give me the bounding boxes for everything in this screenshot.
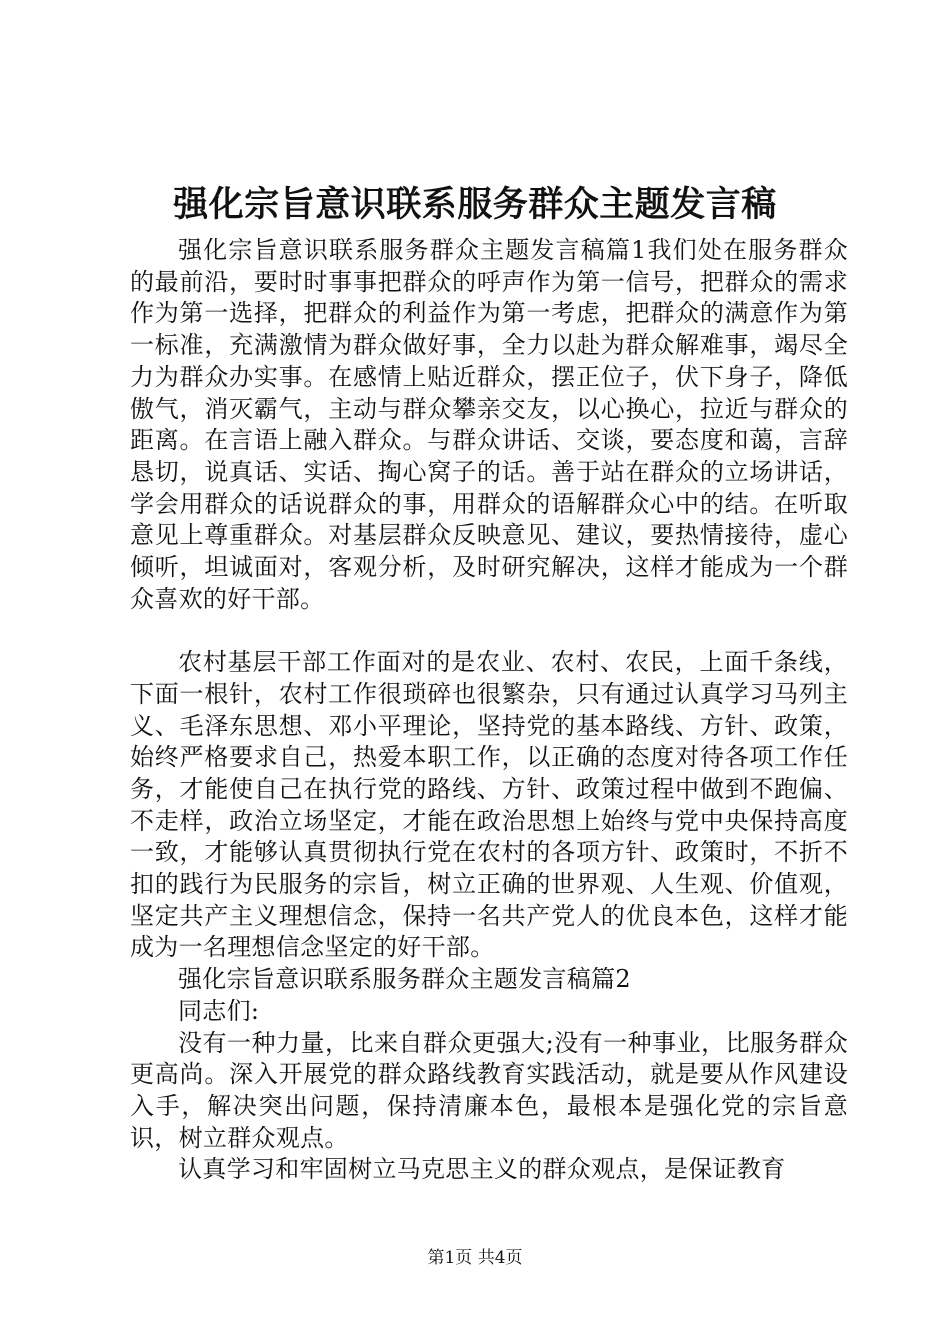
paragraph-1: 强化宗旨意识联系服务群众主题发言稿篇1我们处在服务群众的最前沿，要时时事事把群众的呼声作为第一信号，把群众的需求作为第一选择，把群众的利益作为第一考虑，把群众的满意作为第一标准，充满激情为群众做好事，全力以赴为群众解难事，竭尽全力为群众办实事。在感情上贴近群众，摆正位子，伏下身子，降低傲气，消灭霸气，主动与群众攀亲交友，以心换心，拉近与群众的距离。在言语上融入群众。与群众讲话、交谈，要态度和蔼，言辞恳切，说真话、实话、掏心窝子的话。善于站在群众的立场讲话，学会用群众的话说群众的事，用群众的语解群众心中的结。在听取意见上尊重群众。对基层群众反映意见、建议，要热情接待，虚心倾听，坦诚面对，客观分析，及时研究解决，这样才能成为一个群众喜欢的好干部。 [130, 236, 848, 613]
paragraph-3: 没有一种力量，比来自群众更强大;没有一种事业，比服务群众更高尚。深入开展党的群众路线教育实践活动，就是要从作风建设入手，解决突出问题，保持清廉本色，最根本是强化党的宗旨意识，树立群众观点。 [130, 1028, 848, 1152]
section-heading-2: 强化宗旨意识联系服务群众主题发言稿篇2 [178, 965, 631, 994]
document-title: 强化宗旨意识联系服务群众主题发言稿 [173, 185, 777, 225]
page-footer: 第1页 共4页 [427, 1248, 523, 1268]
document-body [130, 235, 848, 1186]
paragraph-2: 农村基层干部工作面对的是农业、农村、农民，上面千条线，下面一根针，农村工作很琐碎也很繁杂，只有通过认真学习马列主义、毛泽东思想、邓小平理论，坚持党的基本路线、方针、政策，始终严格要求自己，热爱本职工作，以正确的态度对待各项工作任务，才能使自己在执行党的路线、方针、政策过程中做到不跑偏、不走样，政治立场坚定，才能在政治思想上始终与党中央保持高度一致，才能够认真贯彻执行党在农村的各项方针、政策时，不折不扣的践行为民服务的宗旨，树立正确的世界观、人生观、价值观，坚定共产主义理想信念，保持一名共产党人的优良本色，这样才能成为一名理想信念坚定的好干部。 [130, 648, 848, 962]
salutation: 同志们: [178, 996, 260, 1025]
paragraph-4: 认真学习和牢固树立马克思主义的群众观点，是保证教育 [178, 1155, 786, 1184]
